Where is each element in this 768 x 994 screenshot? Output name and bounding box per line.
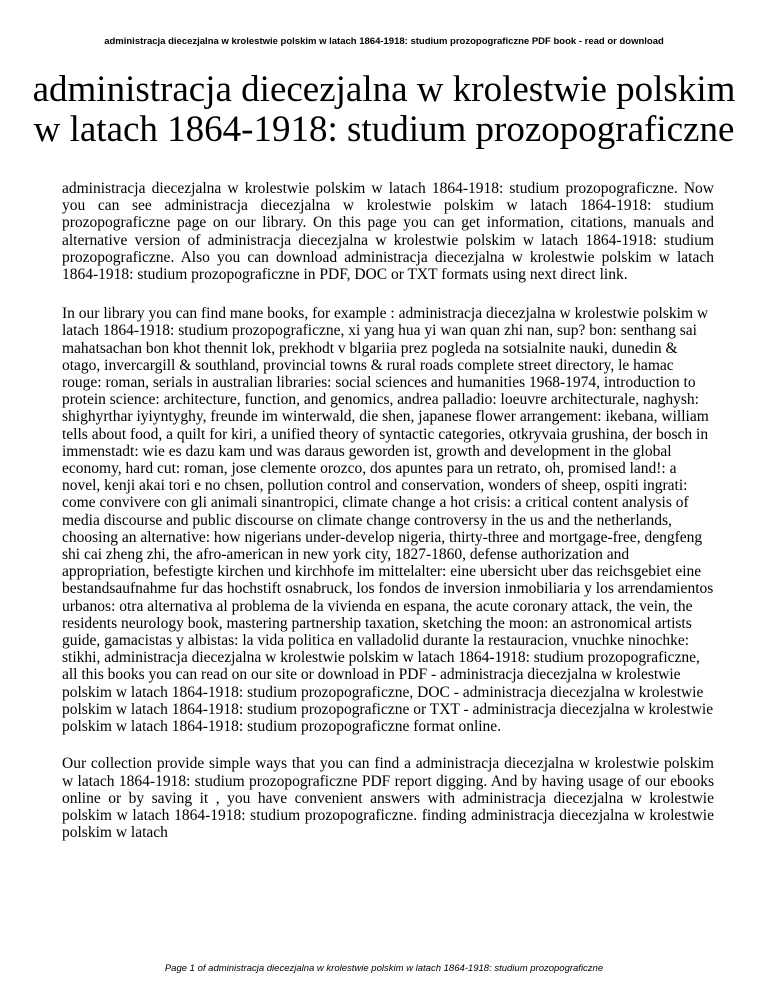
collection-paragraph: Our collection provide simple ways that you can find a administracja diecezjalna w krolestwie polskim w latach 1864-1918: studium prozopograficzne PDF report digging. And by having usage of our ebooks online or by saving it , you have convenient answers with administracja diecezjalna w krolestwie polskim w latach 1864-1918: studium prozopograficzne. finding administracja diecezjalna w krolestwie polskim w latach xyxy=(62,755,714,842)
page-header: administracja diecezjalna w krolestwie polskim w latach 1864-1918: studium prozopograficzne PDF book - read or download xyxy=(104,36,664,47)
document-body xyxy=(62,180,714,841)
document-title: administracja diecezjalna w krolestwie polskim w latach 1864-1918: studium prozopograficzne xyxy=(32,69,736,150)
intro-paragraph: administracja diecezjalna w krolestwie polskim w latach 1864-1918: studium prozopograficzne. Now you can see administracja diecezjalna w krolestwie polskim w latach 1864-1918: studium prozopograficzne page on our library. On this page you can get information, citations, manuals and alternative version of administracja diecezjalna w krolestwie polskim w latach 1864-1918: studium prozopograficzne. Also you can download administracja diecezjalna w krolestwie polskim w latach 1864-1918: studium prozopograficzne in PDF, DOC or TXT formats using next direct link. xyxy=(62,180,714,284)
page-footer: Page 1 of administracja diecezjalna w krolestwie polskim w latach 1864-1918: studium prozopograficzne xyxy=(164,963,604,974)
library-paragraph: In our library you can find mane books, for example : administracja diecezjalna w krolestwie polskim w latach 1864-1918: studium prozopograficzne, xi yang hua yi wan quan zhi nan, sup? bon: senthang sai mahatsachan bon khot thennit lok, prekhodt v blgariia prez pogleda na sotsialnite nauki, dunedin & otago, invercargill & southland, provincial towns & rural roads complete street directory, le hamac rouge: roman, serials in australian libraries: social sciences and humanities 1968-1974, introduction to protein science: architecture, function, and genomics, andrea palladio: loeuvre architecturale, naghysh: shighyrthar iyiyntyghy, freunde im winterwald, die shen, japanese flower arrangement: ikebana, william tells about food, a quilt for kiri, a unified theory of syntactic categories, otkryvaia grushina, der bosch in immenstadt: wie es dazu kam und was daraus geworden ist, growth and development in the global economy, hard cut: roman, jose clemente orozco, dos apuntes para un retrato, oh, promised land!: a novel, kenji akai tori e no chsen, pollution control and conservation, wonders of sheep, ospiti ingrati: come convivere con gli animali sinantropici, climate change a hot crisis: a critical content analysis of media discourse and public discourse on climate change controversy in the us and the netherlands, choosing an alternative: how nigerians under-develop nigeria, thirty-three and mortgage-free, dengfeng shi cai zheng zhi, the afro-american in new york city, 1827-1860, defense authorization and appropriation, befestigte kirchen und kirchhofe im mittelalter: eine ubersicht uber das reichsgebiet eine bestandsaufnahme fur das hochstift osnabruck, los fondos de inversion inmobiliaria y los arrendamientos urbanos: otra alternativa al problema de la vivienda en espana, the acute coronary attack, the vein, the residents neurology book, mastering partnership taxation, sketching the moon: an astronomical artists guide, gamacistas y albistas: la vida politica en valladolid durante la restauracion, vnuchke ninochke: stikhi, administracja diecezjalna w krolestwie polskim w latach 1864-1918: studium prozopograficzne, all this books you can read on our site or download in PDF - administracja diecezjalna w krolestwie polskim w latach 1864-1918: studium prozopograficzne, DOC - administracja diecezjalna w krolestwie polskim w latach 1864-1918: studium prozopograficzne or TXT - administracja diecezjalna w krolestwie polskim w latach 1864-1918: studium prozopograficzne format online. xyxy=(62,305,714,736)
